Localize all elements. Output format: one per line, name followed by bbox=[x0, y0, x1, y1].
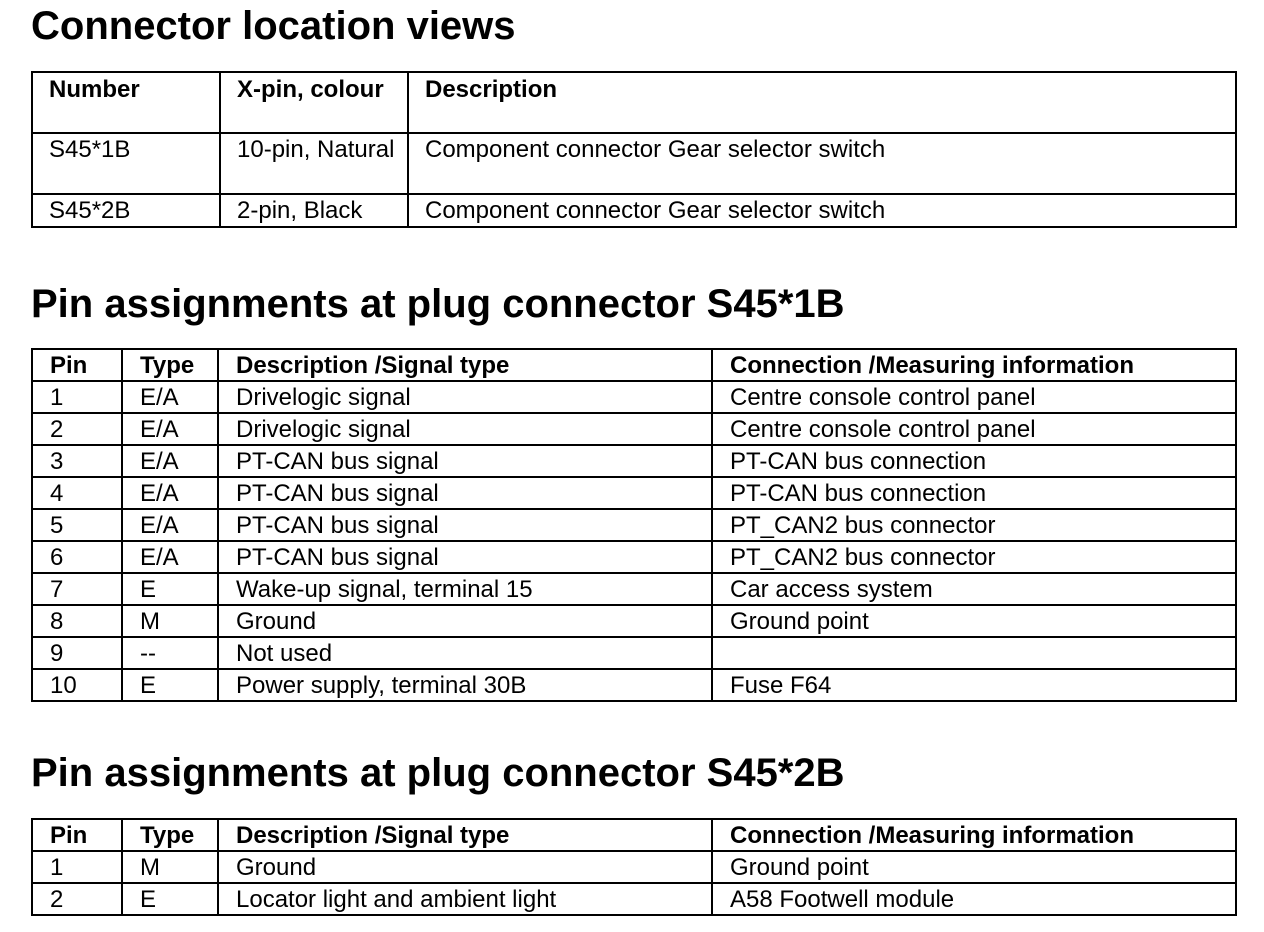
table-row bbox=[32, 445, 1236, 477]
table-header-row bbox=[32, 72, 1236, 133]
pin-assignments-s45-2b-table bbox=[31, 818, 1237, 916]
connector-location-views-heading: Connector location views bbox=[31, 4, 516, 48]
table-cell: Drivelogic signal bbox=[218, 381, 712, 413]
column-header: X-pin, colour bbox=[220, 72, 408, 133]
table-cell: Wake-up signal, terminal 15 bbox=[218, 573, 712, 605]
column-header: Type bbox=[122, 349, 218, 381]
table-cell: 3 bbox=[32, 445, 122, 477]
table-cell: 1 bbox=[32, 381, 122, 413]
pin-assignments-s45-1b-heading: Pin assignments at plug connector S45*1B bbox=[31, 282, 845, 326]
table-cell: Ground bbox=[218, 851, 712, 883]
table-row bbox=[32, 637, 1236, 669]
table-header-row bbox=[32, 349, 1236, 381]
table-cell: S45*2B bbox=[32, 194, 220, 227]
table-cell: 4 bbox=[32, 477, 122, 509]
table-cell: M bbox=[122, 605, 218, 637]
table-row bbox=[32, 381, 1236, 413]
table-cell: PT-CAN bus signal bbox=[218, 445, 712, 477]
table-cell: E/A bbox=[122, 381, 218, 413]
table-row bbox=[32, 133, 1236, 194]
table-cell: 2 bbox=[32, 883, 122, 915]
table-cell: A58 Footwell module bbox=[712, 883, 1236, 915]
table-cell: Ground point bbox=[712, 851, 1236, 883]
table-cell: S45*1B bbox=[32, 133, 220, 194]
table-row bbox=[32, 194, 1236, 227]
connector-location-table bbox=[31, 71, 1237, 228]
table-row bbox=[32, 851, 1236, 883]
table-cell: 7 bbox=[32, 573, 122, 605]
table-cell: E bbox=[122, 883, 218, 915]
table-cell: E bbox=[122, 669, 218, 701]
table-cell: Centre console control panel bbox=[712, 381, 1236, 413]
table-row bbox=[32, 573, 1236, 605]
table-cell: PT_CAN2 bus connector bbox=[712, 509, 1236, 541]
table-cell: PT-CAN bus signal bbox=[218, 509, 712, 541]
table-row bbox=[32, 669, 1236, 701]
table-cell: Fuse F64 bbox=[712, 669, 1236, 701]
table-row bbox=[32, 541, 1236, 573]
table-cell: PT-CAN bus signal bbox=[218, 477, 712, 509]
table-cell: Ground point bbox=[712, 605, 1236, 637]
table-cell: PT-CAN bus signal bbox=[218, 541, 712, 573]
column-header: Description bbox=[408, 72, 1236, 133]
table-cell: M bbox=[122, 851, 218, 883]
table-cell: E/A bbox=[122, 445, 218, 477]
column-header: Connection /Measuring information bbox=[712, 349, 1236, 381]
table-cell: E/A bbox=[122, 509, 218, 541]
table-cell: E/A bbox=[122, 477, 218, 509]
table-cell: 10-pin, Natural bbox=[220, 133, 408, 194]
table-cell bbox=[712, 637, 1236, 669]
table-cell: 8 bbox=[32, 605, 122, 637]
pin-assignments-s45-1b-table bbox=[31, 348, 1237, 702]
column-header: Description /Signal type bbox=[218, 819, 712, 851]
table-cell: Power supply, terminal 30B bbox=[218, 669, 712, 701]
table-cell: Ground bbox=[218, 605, 712, 637]
column-header: Pin bbox=[32, 349, 122, 381]
table-cell: Centre console control panel bbox=[712, 413, 1236, 445]
table-row bbox=[32, 477, 1236, 509]
table-cell: Drivelogic signal bbox=[218, 413, 712, 445]
pin-assignments-s45-2b-heading: Pin assignments at plug connector S45*2B bbox=[31, 751, 845, 795]
table-cell: 9 bbox=[32, 637, 122, 669]
table-header-row bbox=[32, 819, 1236, 851]
table-row bbox=[32, 413, 1236, 445]
table-cell: -- bbox=[122, 637, 218, 669]
column-header: Pin bbox=[32, 819, 122, 851]
table-cell: E/A bbox=[122, 413, 218, 445]
table-cell: 10 bbox=[32, 669, 122, 701]
table-cell: E/A bbox=[122, 541, 218, 573]
table-cell: Car access system bbox=[712, 573, 1236, 605]
table-cell: Component connector Gear selector switch bbox=[408, 133, 1236, 194]
table-cell: Component connector Gear selector switch bbox=[408, 194, 1236, 227]
table-cell: 6 bbox=[32, 541, 122, 573]
table-cell: PT_CAN2 bus connector bbox=[712, 541, 1236, 573]
column-header: Connection /Measuring information bbox=[712, 819, 1236, 851]
column-header: Number bbox=[32, 72, 220, 133]
table-cell: PT-CAN bus connection bbox=[712, 477, 1236, 509]
table-cell: PT-CAN bus connection bbox=[712, 445, 1236, 477]
table-cell: 2-pin, Black bbox=[220, 194, 408, 227]
table-cell: E bbox=[122, 573, 218, 605]
table-cell: Not used bbox=[218, 637, 712, 669]
table-row bbox=[32, 605, 1236, 637]
column-header: Description /Signal type bbox=[218, 349, 712, 381]
table-cell: 2 bbox=[32, 413, 122, 445]
column-header: Type bbox=[122, 819, 218, 851]
table-cell: 5 bbox=[32, 509, 122, 541]
table-row bbox=[32, 883, 1236, 915]
table-cell: Locator light and ambient light bbox=[218, 883, 712, 915]
table-cell: 1 bbox=[32, 851, 122, 883]
table-row bbox=[32, 509, 1236, 541]
